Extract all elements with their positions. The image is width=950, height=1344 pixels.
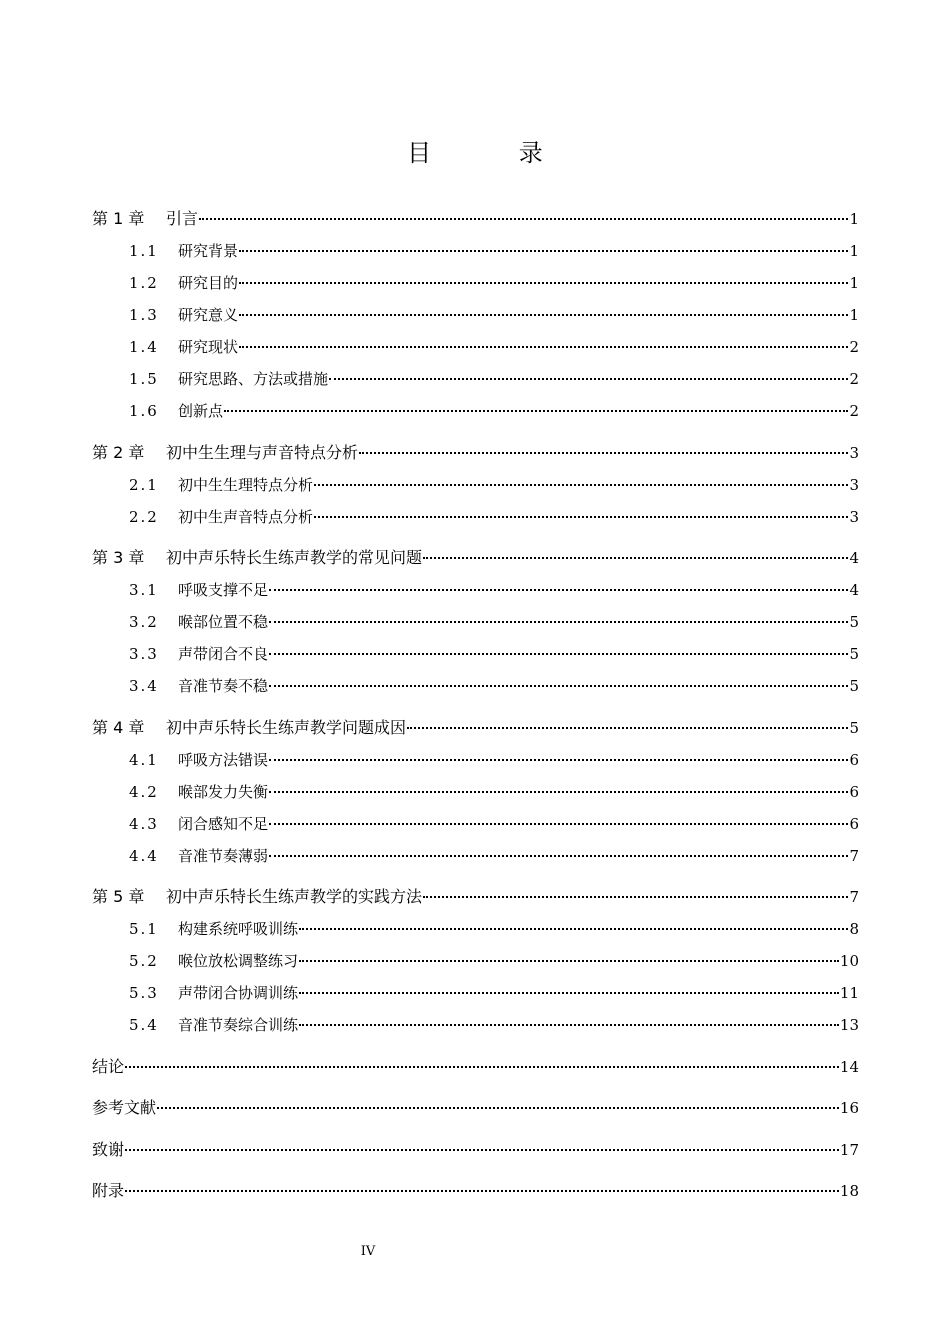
- toc-chapter-entry[interactable]: [92, 712, 859, 744]
- toc-section-entry[interactable]: [92, 776, 859, 808]
- page-number: 1: [849, 274, 859, 292]
- section-number: 4.2: [129, 782, 159, 801]
- toc-section-entry[interactable]: [92, 501, 859, 533]
- section-title: 音准节奏薄弱: [178, 846, 269, 865]
- dot-leader: [239, 312, 848, 316]
- dot-leader: [269, 619, 848, 623]
- section-title: 构建系统呼吸训练: [178, 920, 299, 938]
- section-number: 2.1: [129, 475, 159, 494]
- dot-leader: [269, 683, 848, 687]
- section-number: 1.4: [129, 338, 159, 356]
- page-number: 16: [839, 1099, 859, 1117]
- page-number: 17: [839, 1140, 859, 1159]
- dot-leader: [299, 990, 839, 994]
- page-number: 3: [849, 507, 859, 526]
- toc-section-entry[interactable]: [92, 331, 859, 363]
- toc-back-matter-entry[interactable]: [92, 1175, 859, 1207]
- dot-leader: [423, 555, 848, 559]
- section-number: 1.2: [129, 274, 159, 292]
- section-title: 研究背景: [178, 242, 239, 260]
- dot-leader: [423, 894, 848, 898]
- section-number: 5.4: [129, 1016, 159, 1034]
- dot-leader: [269, 789, 848, 793]
- toc-back-matter-entry[interactable]: [92, 1051, 859, 1083]
- dot-leader: [125, 1188, 839, 1192]
- page-number: 7: [849, 888, 859, 906]
- back-matter-title: 附录: [92, 1181, 125, 1200]
- toc-back-matter-entry[interactable]: [92, 1092, 859, 1124]
- dot-leader: [269, 821, 848, 825]
- dot-leader: [239, 280, 848, 284]
- back-matter-title: 结论: [92, 1056, 125, 1076]
- page-number: 5: [849, 645, 859, 663]
- section-title: 喉部位置不稳: [178, 613, 269, 631]
- toc-section-entry[interactable]: [92, 670, 859, 702]
- dot-leader: [125, 1064, 839, 1068]
- page-number: 1: [849, 242, 859, 260]
- section-number: 1.3: [129, 306, 159, 324]
- page-number: 2: [849, 370, 859, 388]
- chapter-number: 第 3 章: [92, 548, 145, 567]
- page-number: 6: [849, 750, 859, 769]
- chapter-number: 第 2 章: [92, 442, 145, 462]
- dot-leader: [239, 248, 848, 252]
- toc-chapter-entry[interactable]: [92, 881, 859, 913]
- toc-section-entry[interactable]: [92, 913, 859, 945]
- dot-leader: [299, 926, 848, 930]
- section-title: 研究目的: [178, 274, 239, 292]
- toc-section-entry[interactable]: [92, 299, 859, 331]
- page-number: 7: [849, 846, 859, 865]
- section-number: 2.2: [129, 507, 159, 526]
- chapter-title: 初中声乐特长生练声教学的实践方法: [166, 887, 423, 906]
- dot-leader: [314, 514, 848, 518]
- dot-leader: [224, 408, 848, 412]
- section-number: 3.3: [129, 645, 159, 663]
- dot-leader: [299, 1022, 839, 1026]
- dot-leader: [359, 450, 848, 454]
- page-number: 6: [849, 782, 859, 801]
- toc-section-entry[interactable]: [92, 395, 859, 427]
- toc-section-entry[interactable]: [92, 977, 859, 1009]
- section-title: 研究意义: [178, 306, 239, 324]
- chapter-number: 第 5 章: [92, 887, 145, 906]
- page-number: 5: [849, 677, 859, 695]
- page-number: 8: [849, 920, 859, 938]
- dot-leader: [314, 482, 848, 486]
- chapter-number: 第 1 章: [92, 209, 145, 228]
- dot-leader: [329, 376, 848, 380]
- page-number: 18: [839, 1182, 859, 1200]
- section-title: 音准节奏综合训练: [178, 1016, 299, 1034]
- section-title: 声带闭合不良: [178, 645, 269, 663]
- section-title: 创新点: [178, 402, 224, 420]
- section-number: 1.1: [129, 242, 159, 260]
- toc-section-entry[interactable]: [92, 235, 859, 267]
- toc-section-entry[interactable]: [92, 744, 859, 776]
- dot-leader: [269, 651, 848, 655]
- chapter-title: 初中声乐特长生练声教学的常见问题: [166, 548, 423, 567]
- section-title: 喉部发力失衡: [178, 782, 269, 801]
- section-number: 5.2: [129, 952, 159, 970]
- toc-section-entry[interactable]: [92, 606, 859, 638]
- chapter-title: 引言: [166, 209, 199, 228]
- section-number: 4.3: [129, 814, 159, 833]
- table-of-contents: [92, 203, 859, 1207]
- toc-chapter-entry[interactable]: [92, 542, 859, 574]
- toc-section-entry[interactable]: [92, 808, 859, 840]
- toc-section-entry[interactable]: [92, 1009, 859, 1041]
- back-matter-title: 致谢: [92, 1139, 125, 1159]
- page-number: 6: [849, 814, 859, 833]
- section-number: 1.5: [129, 370, 159, 388]
- page-number: 14: [839, 1057, 859, 1076]
- toc-chapter-entry[interactable]: [92, 203, 859, 235]
- section-number: 3.2: [129, 613, 159, 631]
- section-number: 5.1: [129, 920, 159, 938]
- chapter-title: 初中生生理与声音特点分析: [166, 442, 359, 462]
- toc-section-entry[interactable]: [92, 267, 859, 299]
- page-number: 10: [839, 952, 859, 970]
- section-title: 音准节奏不稳: [178, 677, 269, 695]
- dot-leader: [157, 1105, 839, 1109]
- toc-section-entry[interactable]: [92, 469, 859, 501]
- toc-back-matter-entry[interactable]: [92, 1134, 859, 1166]
- page-number: 4: [849, 549, 859, 567]
- dot-leader: [125, 1147, 839, 1151]
- chapter-title: 初中声乐特长生练声教学问题成因: [166, 717, 407, 737]
- section-title: 闭合感知不足: [178, 814, 269, 833]
- chapter-number: 第 4 章: [92, 717, 145, 737]
- section-title: 声带闭合协调训练: [178, 984, 299, 1002]
- section-number: 1.6: [129, 402, 159, 420]
- page-number: 5: [849, 613, 859, 631]
- section-number: 3.4: [129, 677, 159, 695]
- page-number: 11: [839, 984, 859, 1002]
- page-number: 13: [839, 1016, 859, 1034]
- page-number: 2: [849, 338, 859, 356]
- page-number: 4: [849, 581, 859, 599]
- dot-leader: [239, 344, 848, 348]
- back-matter-title: 参考文献: [92, 1098, 157, 1117]
- section-title: 喉位放松调整练习: [178, 952, 299, 970]
- page-number: 3: [849, 475, 859, 494]
- section-title: 研究思路、方法或措施: [178, 370, 329, 388]
- toc-section-entry[interactable]: [92, 574, 859, 606]
- page-number: 1: [849, 210, 859, 228]
- section-title: 初中生声音特点分析: [178, 507, 314, 526]
- toc-section-entry[interactable]: [92, 840, 859, 872]
- page-number: 5: [849, 718, 859, 737]
- dot-leader: [407, 725, 848, 729]
- section-title: 呼吸方法错误: [178, 750, 269, 769]
- section-number: 4.4: [129, 846, 159, 865]
- dot-leader: [269, 587, 848, 591]
- toc-section-entry[interactable]: [92, 363, 859, 395]
- toc-chapter-entry[interactable]: [92, 437, 859, 469]
- toc-title: 目 录: [407, 139, 583, 167]
- page-number: 2: [849, 402, 859, 420]
- dot-leader: [199, 216, 848, 220]
- page-number: 1: [849, 306, 859, 324]
- section-title: 研究现状: [178, 338, 239, 356]
- section-number: 3.1: [129, 581, 159, 599]
- dot-leader: [269, 757, 848, 761]
- dot-leader: [269, 853, 848, 857]
- section-number: 4.1: [129, 750, 159, 769]
- section-title: 初中生生理特点分析: [178, 475, 314, 494]
- section-number: 5.3: [129, 984, 159, 1002]
- toc-section-entry[interactable]: [92, 638, 859, 670]
- section-title: 呼吸支撑不足: [178, 581, 269, 599]
- page-number-footer: IV: [360, 1244, 376, 1259]
- dot-leader: [299, 958, 839, 962]
- page-number: 3: [849, 443, 859, 462]
- toc-section-entry[interactable]: [92, 945, 859, 977]
